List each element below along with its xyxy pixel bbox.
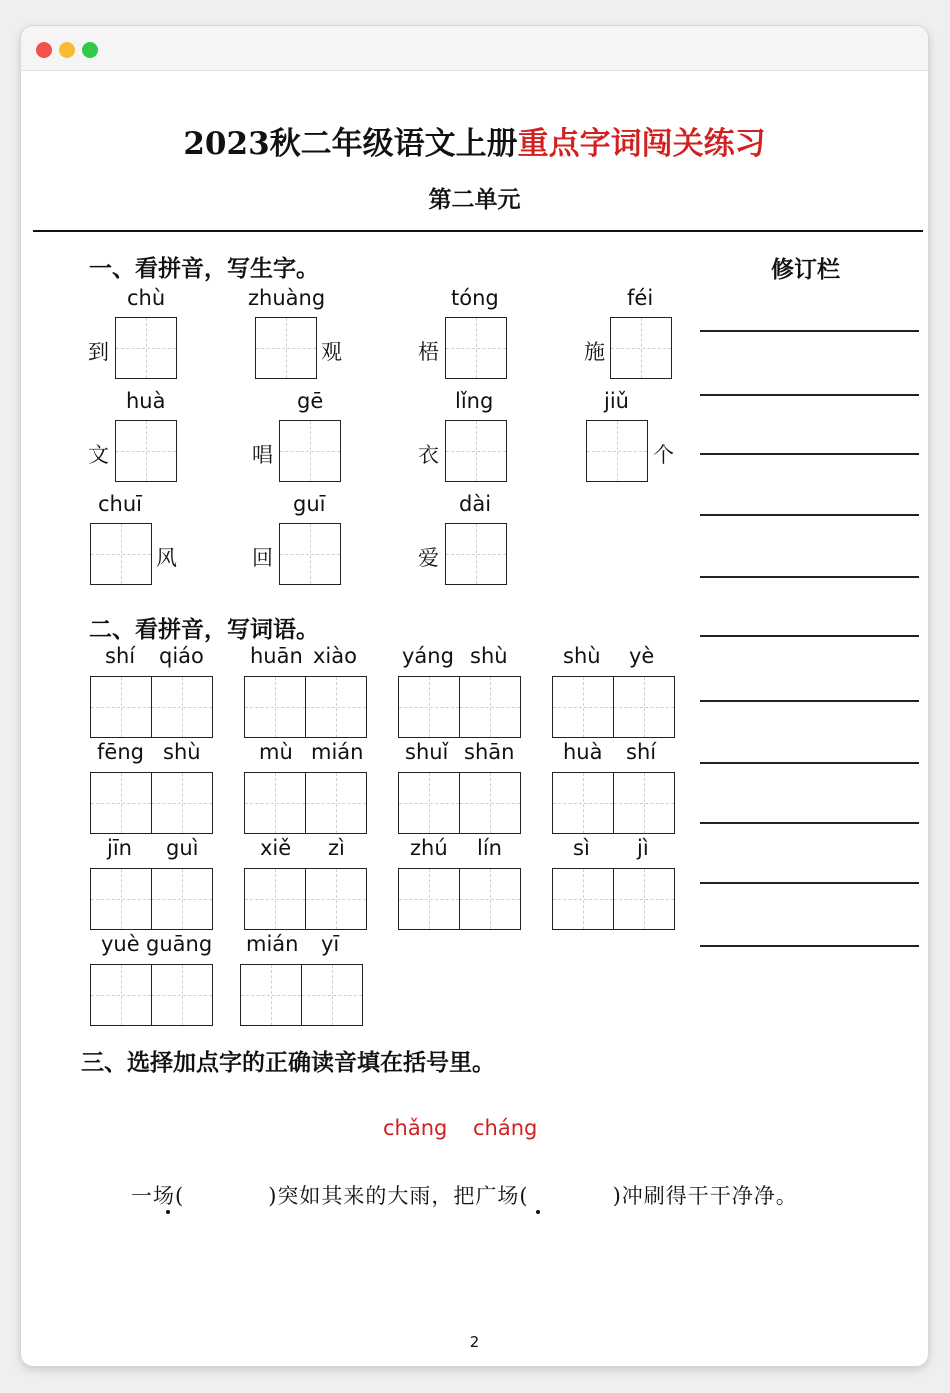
close-button[interactable] bbox=[36, 42, 52, 58]
char-box[interactable] bbox=[244, 676, 306, 738]
pinyin-label: xiào bbox=[313, 644, 357, 668]
pinyin-label: mù bbox=[259, 740, 293, 764]
pinyin-label: jì bbox=[637, 836, 649, 860]
char-box[interactable] bbox=[255, 317, 317, 379]
revision-line[interactable] bbox=[700, 822, 919, 824]
pinyin-label: fēng bbox=[97, 740, 144, 764]
pinyin-label: huān bbox=[250, 644, 303, 668]
char-box[interactable] bbox=[552, 772, 614, 834]
revision-line[interactable] bbox=[700, 514, 919, 516]
revision-line[interactable] bbox=[700, 576, 919, 578]
pinyin-label: qiáo bbox=[159, 644, 204, 668]
pinyin-label: huà bbox=[563, 740, 603, 764]
pinyin-label: mián bbox=[311, 740, 364, 764]
char-box[interactable] bbox=[301, 964, 363, 1026]
context-char: 到 bbox=[88, 340, 109, 364]
char-box[interactable] bbox=[90, 772, 152, 834]
char-box[interactable] bbox=[151, 964, 213, 1026]
pinyin-label: tóng bbox=[451, 286, 499, 310]
pinyin-label: mián bbox=[246, 932, 299, 956]
sentence-part: )冲刷得干干净净。 bbox=[612, 1184, 798, 1208]
char-box[interactable] bbox=[552, 676, 614, 738]
pinyin-label: yáng bbox=[402, 644, 454, 668]
char-box[interactable] bbox=[240, 964, 302, 1026]
char-box[interactable] bbox=[151, 676, 213, 738]
pinyin-label: chù bbox=[127, 286, 166, 310]
fill-in-sentence bbox=[131, 1180, 798, 1210]
pinyin-label: guì bbox=[166, 836, 199, 860]
char-box[interactable] bbox=[459, 868, 521, 930]
char-box[interactable] bbox=[613, 676, 675, 738]
header-divider bbox=[33, 230, 923, 232]
revision-heading: 修订栏 bbox=[771, 256, 840, 283]
char-box[interactable] bbox=[90, 868, 152, 930]
pinyin-label: shuǐ bbox=[405, 740, 449, 764]
reading-option: chǎng bbox=[383, 1116, 448, 1140]
pinyin-label: shù bbox=[163, 740, 201, 764]
char-box[interactable] bbox=[305, 772, 367, 834]
char-box[interactable] bbox=[244, 868, 306, 930]
char-box[interactable] bbox=[115, 317, 177, 379]
pinyin-label: shù bbox=[470, 644, 508, 668]
pinyin-label: shí bbox=[626, 740, 657, 764]
char-box[interactable] bbox=[151, 868, 213, 930]
pinyin-label: guī bbox=[293, 492, 326, 516]
context-char: 文 bbox=[88, 443, 109, 467]
document-window bbox=[21, 26, 928, 1366]
char-box[interactable] bbox=[398, 772, 460, 834]
title-main: 2023秋二年级语文上册 bbox=[183, 126, 518, 162]
pinyin-label: lín bbox=[477, 836, 502, 860]
pinyin-label: yuè bbox=[101, 932, 140, 956]
section3-heading: 三、选择加点字的正确读音填在括号里。 bbox=[81, 1049, 495, 1076]
char-box[interactable] bbox=[586, 420, 648, 482]
title-highlight: 重点字词闯关练习 bbox=[517, 126, 766, 162]
char-box[interactable] bbox=[459, 772, 521, 834]
context-char: 梧 bbox=[418, 340, 439, 364]
char-box[interactable] bbox=[90, 964, 152, 1026]
context-char: 施 bbox=[584, 340, 605, 364]
pinyin-label: huà bbox=[126, 389, 166, 413]
char-box[interactable] bbox=[244, 772, 306, 834]
char-box[interactable] bbox=[279, 523, 341, 585]
char-box[interactable] bbox=[610, 317, 672, 379]
unit-subtitle: 第二单元 bbox=[428, 186, 521, 213]
pinyin-label: zì bbox=[328, 836, 345, 860]
emphasis-dot bbox=[536, 1210, 540, 1214]
context-char: 爱 bbox=[418, 546, 439, 570]
context-char: 唱 bbox=[252, 443, 273, 467]
page-title bbox=[21, 118, 928, 163]
char-box[interactable] bbox=[279, 420, 341, 482]
page-number: 2 bbox=[469, 1333, 480, 1351]
minimize-button[interactable] bbox=[59, 42, 75, 58]
pinyin-label: chuī bbox=[98, 492, 142, 516]
sentence-part: 一场( bbox=[131, 1184, 185, 1208]
pinyin-label: shí bbox=[105, 644, 136, 668]
char-box[interactable] bbox=[552, 868, 614, 930]
revision-line[interactable] bbox=[700, 453, 919, 455]
pinyin-label: gē bbox=[297, 389, 324, 413]
context-char: 个 bbox=[653, 443, 674, 467]
pinyin-label: guāng bbox=[146, 932, 213, 956]
revision-line[interactable] bbox=[700, 330, 919, 332]
pinyin-label: shù bbox=[563, 644, 601, 668]
pinyin-label: shān bbox=[464, 740, 515, 764]
maximize-button[interactable] bbox=[82, 42, 98, 58]
pinyin-label: jīn bbox=[107, 836, 132, 860]
char-box[interactable] bbox=[90, 523, 152, 585]
pinyin-label: dài bbox=[459, 492, 492, 516]
char-box[interactable] bbox=[398, 868, 460, 930]
context-char: 风 bbox=[156, 546, 177, 570]
pinyin-label: zhuàng bbox=[248, 286, 326, 310]
pinyin-label: xiě bbox=[260, 836, 292, 860]
revision-line[interactable] bbox=[700, 700, 919, 702]
revision-line[interactable] bbox=[700, 394, 919, 396]
revision-line[interactable] bbox=[700, 635, 919, 637]
context-char: 观 bbox=[321, 340, 342, 364]
char-box[interactable] bbox=[613, 868, 675, 930]
char-box[interactable] bbox=[151, 772, 213, 834]
char-box[interactable] bbox=[459, 676, 521, 738]
pinyin-label: yī bbox=[321, 932, 340, 956]
char-box[interactable] bbox=[305, 868, 367, 930]
window-titlebar bbox=[21, 26, 928, 71]
char-box[interactable] bbox=[445, 420, 507, 482]
context-char: 衣 bbox=[418, 443, 439, 467]
char-box[interactable] bbox=[115, 420, 177, 482]
pinyin-label: jiǔ bbox=[604, 389, 629, 413]
section2-heading: 二、看拼音，写词语。 bbox=[89, 616, 319, 643]
char-box[interactable] bbox=[398, 676, 460, 738]
char-box[interactable] bbox=[445, 317, 507, 379]
char-box[interactable] bbox=[90, 676, 152, 738]
char-box[interactable] bbox=[613, 772, 675, 834]
pinyin-label: zhú bbox=[410, 836, 448, 860]
revision-line[interactable] bbox=[700, 945, 919, 947]
reading-option: cháng bbox=[473, 1116, 538, 1140]
revision-line[interactable] bbox=[700, 882, 919, 884]
char-box[interactable] bbox=[305, 676, 367, 738]
sentence-part: )突如其来的大雨，把广场( bbox=[268, 1184, 529, 1208]
context-char: 回 bbox=[252, 546, 273, 570]
pinyin-label: féi bbox=[627, 286, 654, 310]
emphasis-dot bbox=[166, 1210, 170, 1214]
pinyin-label: yè bbox=[629, 644, 655, 668]
revision-line[interactable] bbox=[700, 762, 919, 764]
pinyin-label: sì bbox=[573, 836, 590, 860]
pinyin-label: lǐng bbox=[455, 389, 494, 413]
char-box[interactable] bbox=[445, 523, 507, 585]
section1-heading: 一、看拼音，写生字。 bbox=[89, 255, 319, 282]
